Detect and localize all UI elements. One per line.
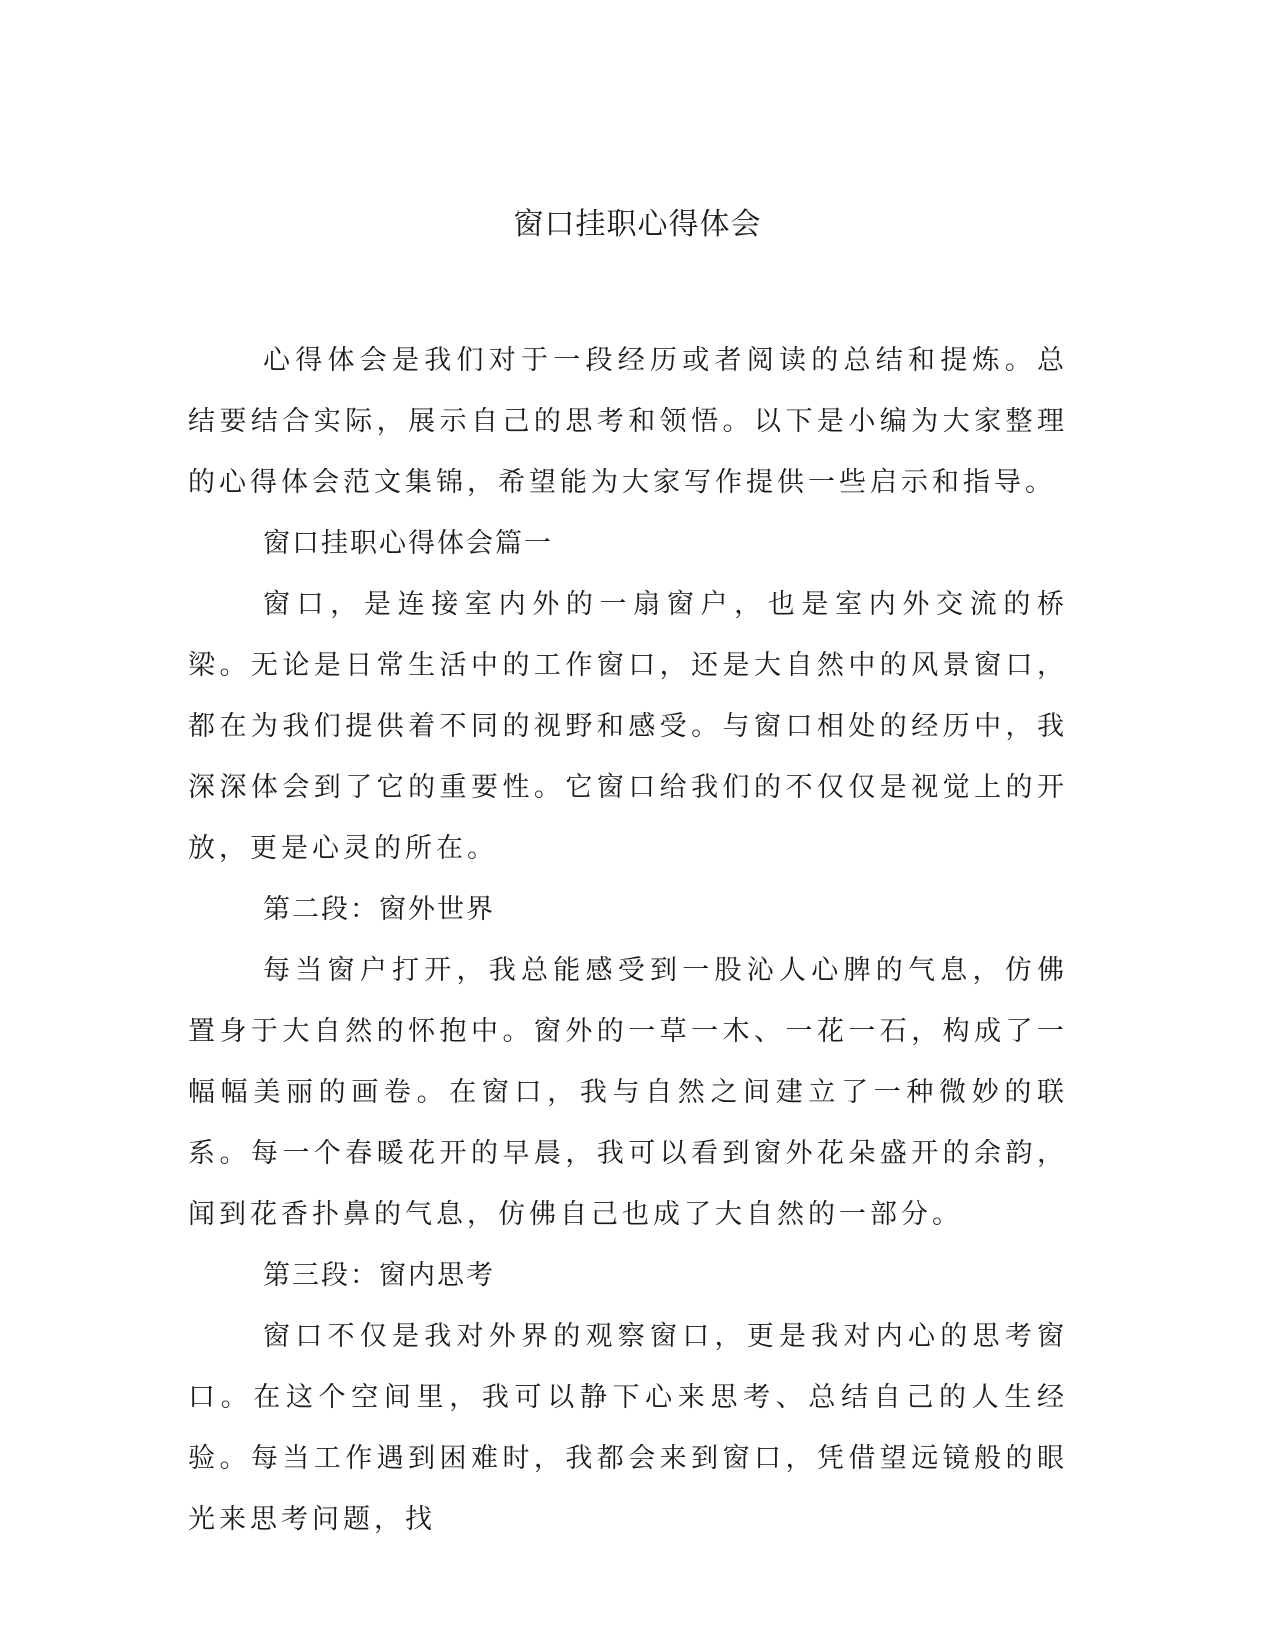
paragraph-outside-world: 每当窗户打开，我总能感受到一股沁人心脾的气息，仿佛置身于大自然的怀抱中。窗外的一草一木、一花一石，构成了一幅幅美丽的画卷。在窗口，我与自然之间建立了一种微妙的联系。每一个春暖花开的早晨，我可以看到窗外花朵盛开的余韵，闻到花香扑鼻的气息，仿佛自己也成了大自然的一部分。 (188, 955, 1068, 1230)
section-heading-part-one: 窗口挂职心得体会篇一 (263, 528, 553, 559)
intro-paragraph: 心得体会是我们对于一段经历或者阅读的总结和提炼。总结要结合实际，展示自己的思考和领悟。以下是小编为大家整理的心得体会范文集锦，希望能为大家写作提供一些启示和指导。 (188, 345, 1068, 498)
paragraph-inner-thought: 窗口不仅是我对外界的观察窗口，更是我对内心的思考窗口。在这个空间里，我可以静下心来思考、总结自己的人生经验。每当工作遇到困难时，我都会来到窗口，凭借望远镜般的眼光来思考问题，找 (188, 1321, 1068, 1535)
document-body (188, 330, 1068, 1550)
paragraph-window-intro: 窗口，是连接室内外的一扇窗户，也是室内外交流的桥梁。无论是日常生活中的工作窗口，还是大自然中的风景窗口，都在为我们提供着不同的视野和感受。与窗口相处的经历中，我深深体会到了它的重要性。它窗口给我们的不仅仅是视觉上的开放，更是心灵的所在。 (188, 589, 1068, 864)
section-heading-second: 第二段：窗外世界 (263, 894, 495, 925)
document-title: 窗口挂职心得体会 (513, 207, 762, 242)
section-heading-third: 第三段：窗内思考 (263, 1260, 495, 1291)
